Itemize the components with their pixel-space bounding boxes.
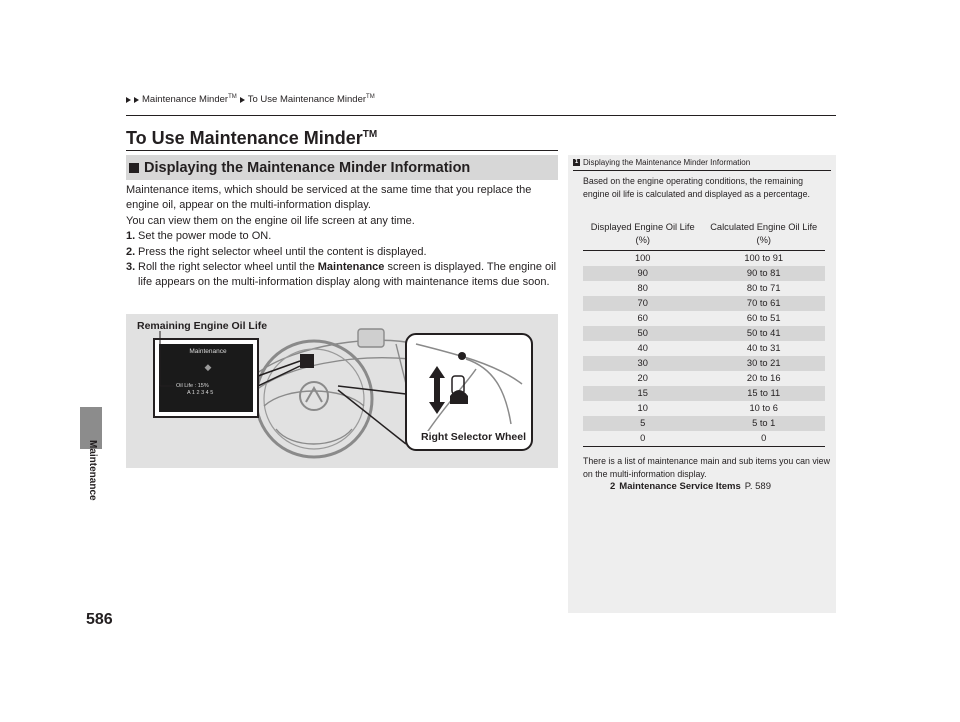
screen-title: Maintenance [189,348,227,355]
note-rule [573,170,831,171]
bullet-square-icon [129,163,139,173]
intro-paragraph: Maintenance items, which should be serviced at the same time that you replace the engine oil, appear on the multi-information display. [126,184,532,212]
table-row: 80 80 to 71 [637,283,781,293]
cross-reference-link[interactable]: 2 Maintenance Service Items P. 589 [610,481,771,492]
oil-life-table [583,219,825,447]
table-header: Displayed Engine Oil Life (%) [583,219,702,251]
table-header: Calculated Engine Oil Life (%) [702,219,825,251]
reference-arrow-icon: 2 [610,481,616,492]
table-row: 20 20 to 16 [637,373,781,383]
breadcrumb-arrow-icon [134,97,139,103]
step-item: 2. Press the right selector wheel until the content is displayed. [126,245,427,258]
table-row: 40 40 to 31 [637,343,781,353]
title-rule [126,150,558,151]
table-row: 30 30 to 21 [583,356,825,371]
screen-oil-life: Oil Life : 15% [176,383,209,389]
step-item: 1. Set the power mode to ON. [126,230,272,243]
table-row: 50 50 to 41 [583,326,825,341]
note-text-secondary: There is a list of maintenance main and sub items you can view on the multi-information display. [583,456,830,479]
table-row: 5 5 to 1 [583,416,825,431]
note-title: 1 Displaying the Maintenance Minder Information [574,158,751,167]
step-item: 3. Roll the right selector wheel until the Maintenance screen is displayed. The engine oil life appears on the multi-information display along with maintenance items due soon. [126,261,557,289]
table-row: 10 10 to 6 [637,403,778,413]
breadcrumb-arrow-icon [240,97,245,103]
page-number: 586 [86,611,113,628]
table-row: 15 15 to 11 [583,386,825,401]
selector-wheel-label: Right Selector Wheel [421,431,527,443]
note-text: Based on the engine operating conditions, the remaining engine oil life is calculated and displayed as a percentage. [583,176,810,199]
breadcrumb [126,94,375,105]
table-row: 70 70 to 61 [583,296,825,311]
breadcrumb-item[interactable]: Maintenance Minder™ [142,94,237,106]
table-row: 0 0 [583,431,825,447]
section-subheading: Displaying the Maintenance Minder Information [126,155,558,180]
intro-paragraph: You can view them on the engine oil life screen at any time. [126,214,415,227]
oil-life-label: Remaining Engine Oil Life [137,320,268,332]
section-tab-label: Maintenance [87,440,98,501]
note-icon: 1 [574,159,579,165]
instructions [126,183,562,291]
table-row: 60 60 to 51 [637,313,781,323]
breadcrumb-item[interactable]: To Use Maintenance Minder™ [247,94,375,106]
page-title: To Use Maintenance Minder™ [126,128,378,148]
breadcrumb-arrow-icon [126,97,131,103]
screen-codes: A 1 2 3 4 5 [187,390,214,396]
oil-drop-icon: ◆ [204,362,212,372]
header-rule [126,115,836,116]
table-row: 90 90 to 81 [583,266,825,281]
table-row: 100 100 to 91 [634,253,784,263]
